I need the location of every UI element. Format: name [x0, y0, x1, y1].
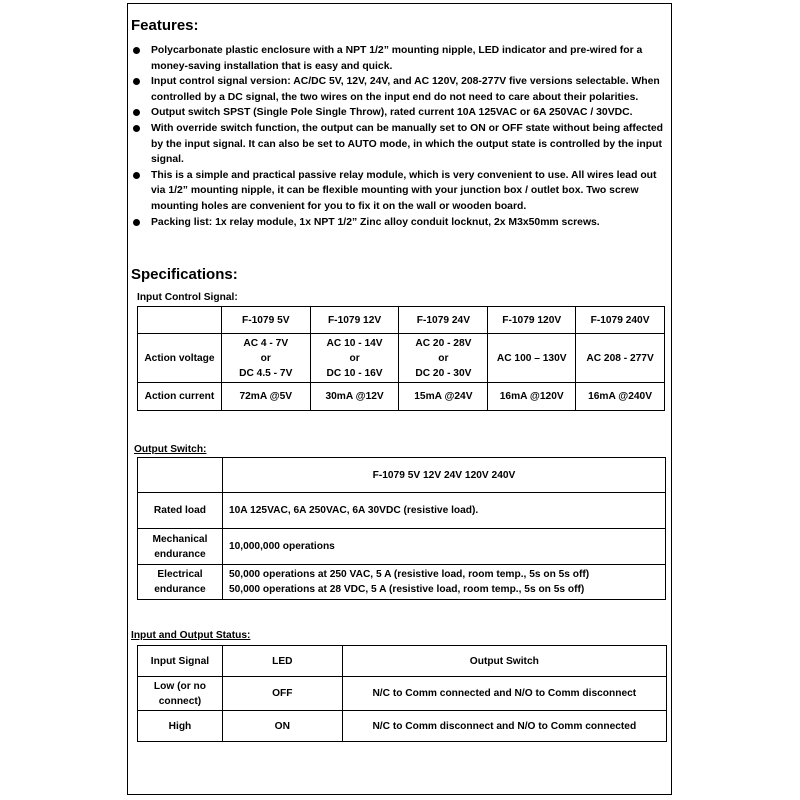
header-cell: F-1079 5V 12V 24V 120V 240V	[222, 458, 665, 493]
row-label	[138, 529, 223, 565]
cell-text: 15mA @24V	[414, 391, 473, 402]
feature-text: With override switch function, the output can be manually set to ON or OFF state without being affected by the input signal. It can also be set to AUTO mode, in which the output state is controlled by the input signal.	[151, 122, 663, 166]
cell-text: DC 10 - 16V	[326, 367, 383, 379]
header-cell: F-1079 12V	[310, 307, 399, 334]
io-status-label: Input and Output Status:	[131, 630, 251, 641]
cell-text: High	[168, 720, 192, 732]
cell-text: AC 4 - 7V	[243, 337, 289, 349]
row-label	[138, 493, 223, 529]
bullet-icon	[133, 172, 140, 179]
table-cell	[310, 334, 399, 383]
bullet-icon	[133, 78, 140, 85]
cell-text: 10A 125VAC, 6A 250VAC, 6A 30VDC (resistive load).	[228, 505, 479, 516]
cell-text: or	[438, 352, 449, 364]
table-row	[138, 493, 666, 529]
cell-text: or	[349, 352, 360, 364]
feature-text: Output switch SPST (Single Pole Single Throw), rated current 10A 125VAC or 6A 250VAC / 30VDC.	[151, 107, 633, 119]
output-switch-label: Output Switch:	[134, 444, 207, 455]
table-cell	[399, 383, 488, 411]
table-cell	[488, 383, 576, 411]
table-row	[138, 565, 666, 600]
cell-text: AC 208 - 277V	[586, 352, 654, 364]
feature-item	[133, 215, 668, 231]
cell-text: Mechanical	[152, 533, 208, 545]
header-cell: F-1079 120V	[488, 307, 576, 334]
cell-text: AC 20 - 28V	[415, 337, 472, 349]
table-row	[138, 383, 665, 411]
table-cell	[576, 334, 665, 383]
feature-item	[133, 168, 668, 215]
table-cell	[310, 383, 399, 411]
cell-text: Low (or no	[153, 680, 206, 692]
table-row	[138, 711, 667, 742]
features-list	[133, 43, 668, 230]
table-header-row	[138, 458, 666, 493]
feature-text: Polycarbonate plastic enclosure with a NPT 1/2” mounting nipple, LED indicator and pre-wired for a money-saving installation that is easy and quick.	[151, 45, 643, 72]
cell-text: endurance	[154, 548, 206, 560]
feature-text: This is a simple and practical passive relay module, which is very convenient to use. All wires lead out via 1/2” mounting nipple, it can be flexible mounting with your junction box / outlet box. Two screw mounting holes are convenient for you to fix it on the wall or wooden board.	[151, 169, 657, 212]
led-cell: OFF	[222, 677, 342, 711]
cell-text: connect)	[158, 695, 202, 707]
input-signal-cell	[138, 711, 223, 742]
cell-text: 72mA @5V	[239, 391, 293, 402]
output-switch-table	[137, 457, 666, 600]
feature-item	[133, 121, 668, 168]
table-row	[138, 334, 665, 383]
row-label	[138, 565, 223, 600]
cell-text: 16mA @240V	[588, 391, 653, 402]
cell-text: 10,000,000 operations	[228, 541, 335, 552]
io-status-table	[137, 645, 667, 742]
row-value	[222, 565, 665, 600]
table-cell	[399, 334, 488, 383]
cell-text: endurance	[154, 584, 206, 595]
feature-text: Packing list: 1x relay module, 1x NPT 1/2” Zinc alloy conduit locknut, 2x M3x50mm screws.	[151, 216, 600, 228]
bullet-icon	[133, 109, 140, 116]
bullet-icon	[133, 219, 140, 226]
cell-text: 50,000 operations at 250 VAC, 5 A (resistive load, room temp., 5s on 5s off)	[228, 569, 590, 580]
input-control-table	[137, 306, 665, 411]
cell-text: 30mA @12V	[325, 391, 384, 402]
feature-item	[133, 74, 668, 105]
led-cell: ON	[222, 711, 342, 742]
cell-text: Electrical	[157, 569, 203, 580]
row-value	[222, 529, 665, 565]
output-switch-cell: N/C to Comm connected and N/O to Comm disconnect	[342, 677, 666, 711]
table-cell	[221, 383, 310, 411]
row-value	[222, 493, 665, 529]
header-cell: F-1079 5V	[221, 307, 310, 334]
feature-item	[133, 105, 668, 121]
features-heading: Features:	[131, 17, 199, 34]
header-cell: LED	[222, 646, 342, 677]
output-switch-cell: N/C to Comm disconnect and N/O to Comm connected	[342, 711, 666, 742]
table-row	[138, 529, 666, 565]
table-row	[138, 677, 667, 711]
input-signal-cell	[138, 677, 223, 711]
row-label: Action voltage	[138, 334, 222, 383]
feature-item	[133, 43, 668, 74]
cell-text: Rated load	[153, 505, 206, 516]
cell-text: DC 4.5 - 7V	[239, 367, 293, 379]
table-cell	[576, 383, 665, 411]
cell-text: AC 10 - 14V	[326, 337, 383, 349]
cell-text: 50,000 operations at 28 VDC, 5 A (resistive load, room temp., 5s on 5s off)	[228, 584, 585, 595]
table-cell	[488, 334, 576, 383]
table-cell	[221, 334, 310, 383]
cell-text: DC 20 - 30V	[415, 367, 472, 379]
header-cell	[138, 307, 222, 334]
header-cell: Output Switch	[342, 646, 666, 677]
bullet-icon	[133, 47, 140, 54]
cell-text: or	[260, 352, 271, 364]
cell-text: 16mA @120V	[499, 391, 564, 402]
header-cell: F-1079 240V	[576, 307, 665, 334]
row-label: Action current	[138, 383, 222, 411]
input-control-label: Input Control Signal:	[137, 292, 238, 303]
specifications-heading: Specifications:	[131, 266, 238, 283]
table-header-row	[138, 646, 667, 677]
cell-text: AC 100 – 130V	[496, 352, 567, 364]
feature-text: Input control signal version: AC/DC 5V, 12V, 24V, and AC 120V, 208-277V five versions selectable. When controlled by a DC signal, the two wires on the input end do not need to care about their polarities.	[151, 76, 660, 103]
bullet-icon	[133, 125, 140, 132]
header-cell	[138, 458, 223, 493]
header-cell: Input Signal	[138, 646, 223, 677]
table-header-row	[138, 307, 665, 334]
header-cell: F-1079 24V	[399, 307, 488, 334]
